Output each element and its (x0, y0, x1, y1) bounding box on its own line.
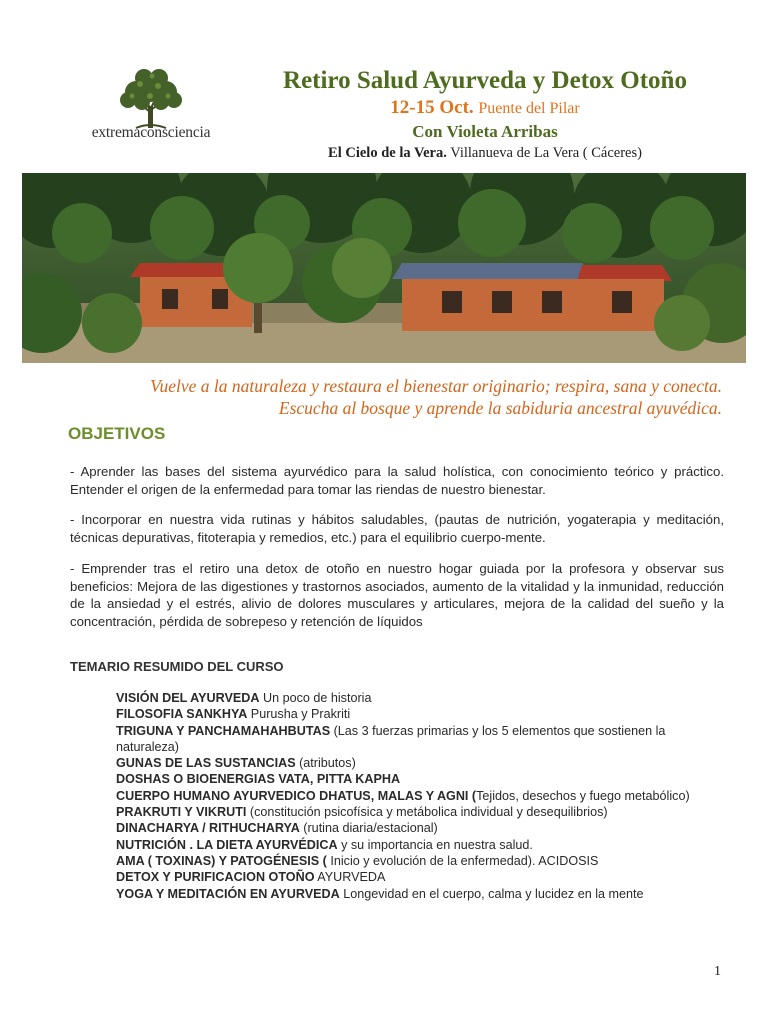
dates-sub: Puente del Pilar (478, 100, 580, 117)
logo-text: extremaconsciencia (91, 124, 211, 141)
list-item (116, 869, 726, 885)
topic-detail: y su importancia en nuestra salud. (337, 837, 533, 852)
list-item (116, 690, 726, 706)
location-town: Villanueva de La Vera ( Cáceres) (450, 145, 642, 161)
topic-title: PRAKRUTI Y VIKRUTI (116, 805, 247, 820)
location-name: El Cielo de la Vera. (328, 145, 447, 161)
retreat-house-photo (22, 173, 746, 363)
topic-title: NUTRICIÓN . LA DIETA AYURVÉDICA (116, 837, 338, 852)
page-title: Retiro Salud Ayurveda y Detox Otoño (283, 67, 687, 94)
list-item (116, 723, 726, 756)
list-item (116, 820, 726, 836)
topic-title: DINACHARYA / RITHUCHARYA (116, 821, 300, 836)
topic-detail: AYURVEDA (314, 870, 386, 885)
topic-title: GUNAS DE LAS SUSTANCIAS (116, 756, 296, 771)
topic-detail: (rutina diaria/estacional) (299, 821, 438, 836)
tree-icon (114, 68, 188, 130)
teacher: Con Violeta Arribas (412, 122, 558, 141)
list-item (116, 804, 726, 820)
list-item (116, 886, 726, 902)
list-item (116, 788, 726, 804)
topic-title: FILOSOFIA SANKHYA (116, 707, 248, 722)
objetivo-paragraph-2: - Incorporar en nuestra vida rutinas y hábitos saludables, (pautas de nutrición, yogaterapia y meditación, técnicas depurativas, fitoterapia y remedios, etc.) para el equilibrio cuerpo-mente. (70, 512, 724, 545)
header (240, 66, 730, 163)
topic-title: CUERPO HUMANO AYURVEDICO DHATUS, MALAS Y AGNI ( (116, 788, 477, 803)
topic-title: TRIGUNA Y PANCHAMAHAHBUTAS (116, 723, 331, 738)
objetivos-heading: OBJETIVOS (68, 424, 166, 443)
topic-title: DETOX Y PURIFICACION OTOÑO (116, 870, 315, 885)
objetivo-paragraph-3: - Emprender tras el retiro una detox de otoño en nuestro hogar guiada por la profesora y observar sus beneficios: Mejora de las digestiones y trastornos asociados, aumento de la vitalidad y la inmunidad, reducción de la ansiedad y el estrés, alivio de dolores musculares y articulares, mejora de la calidad del sueño y la concentración, pérdida de sobrepeso y retención de líquidos (70, 561, 724, 629)
list-item (116, 755, 726, 771)
dates-main: 12-15 Oct. (390, 97, 474, 118)
topic-title: VISIÓN DEL AYURVEDA (116, 691, 260, 705)
topic-detail: Tejidos, desechos y fuego metabólico) (476, 788, 690, 803)
topic-detail: (Las 3 fuerzas primarias y los 5 elementos que sostienen la naturaleza) (116, 723, 666, 754)
topic-detail: (constitución psicofísica y metábolica individual y desequilibrios) (246, 805, 608, 820)
temario-heading: TEMARIO RESUMIDO DEL CURSO (70, 659, 284, 674)
list-item (116, 853, 726, 869)
list-item (116, 706, 726, 722)
topic-detail: Purusha y Prakriti (247, 707, 351, 722)
list-item (116, 837, 726, 853)
topic-detail: Longevidad en el cuerpo, calma y lucidez en la mente (339, 886, 644, 901)
tagline-line-1: Vuelve a la naturaleza y restaura el bienestar originario; respira, sana y conecta. (150, 376, 722, 396)
topic-title: AMA ( TOXINAS) Y PATOGÉNESIS ( (116, 853, 327, 868)
location (240, 143, 730, 163)
temario-list (116, 690, 726, 902)
topic-title: DOSHAS O BIOENERGIAS VATA, PITTA KAPHA (116, 772, 401, 787)
tagline (32, 375, 722, 419)
tagline-line-2: Escucha al bosque y aprende la sabiduria ancestral ayuvédica. (278, 398, 722, 418)
topic-detail: (atributos) (295, 756, 356, 771)
objetivo-paragraph-1: - Aprender las bases del sistema ayurvédico para la salud holística, con conocimiento teórico y práctico. Entender el origen de la enfermedad para tomar las riendas de nuestro bienestar. (70, 464, 724, 497)
retreat-dates (240, 96, 730, 121)
topic-title: YOGA Y MEDITACIÓN EN AYURVEDA (116, 886, 340, 901)
topic-detail: Inicio y evolución de la enfermedad). ACIDOSIS (326, 853, 599, 868)
page-number: 1 (714, 964, 721, 979)
list-item (116, 771, 726, 787)
topic-detail: Un poco de historia (259, 691, 372, 705)
logo (66, 68, 236, 148)
